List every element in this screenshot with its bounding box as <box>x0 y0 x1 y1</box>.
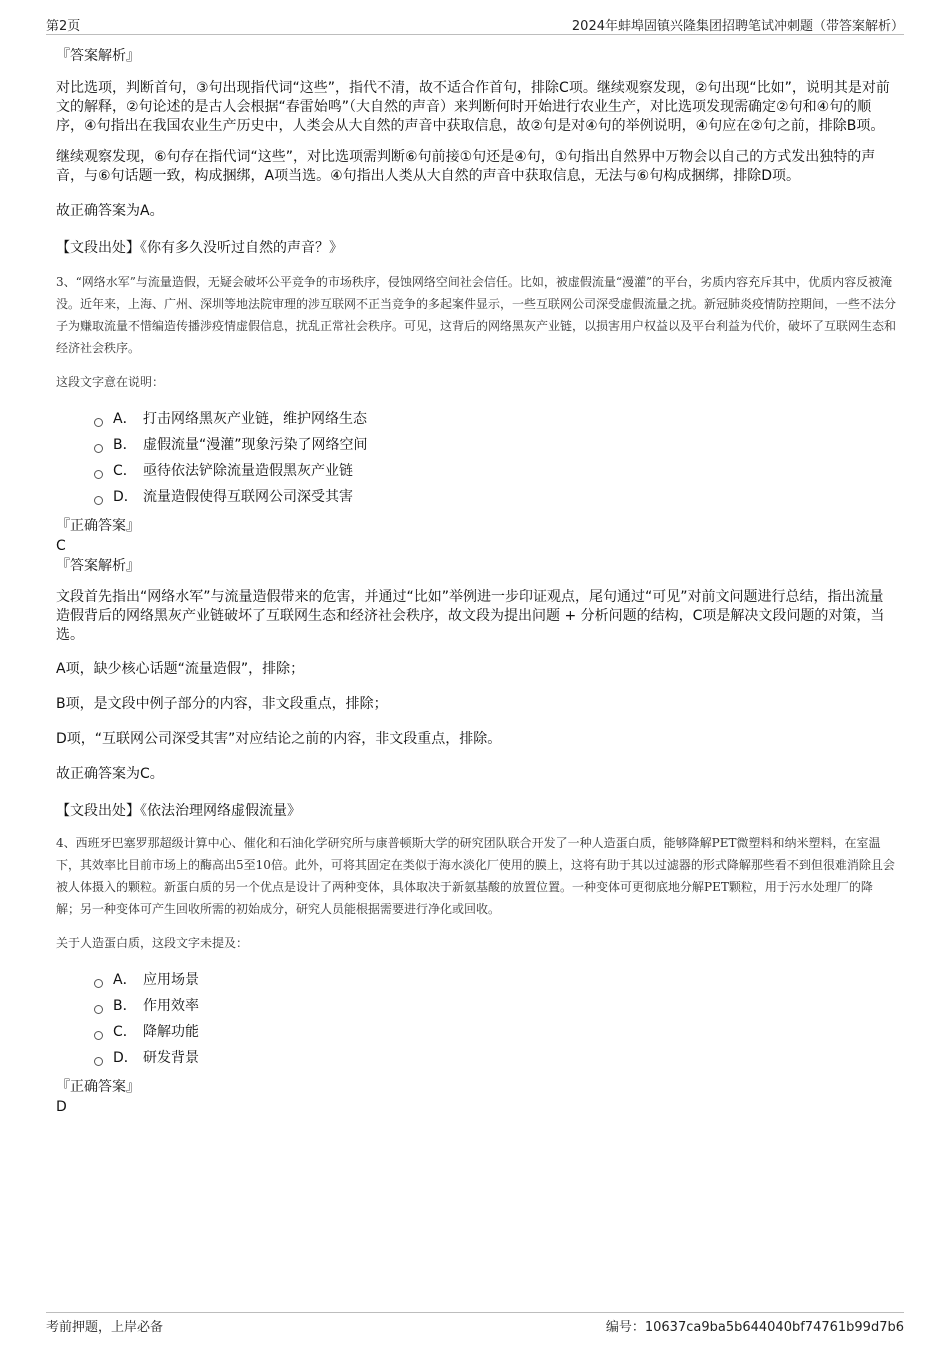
document-code: 编号：10637ca9ba5b644040bf74761b99d7b6 <box>605 1320 904 1335</box>
analysis-paragraph: A项，缺少核心话题“流量造假”，排除； <box>56 661 305 677</box>
passage-source: 【文段出处】《依法治理网络虚假流量》 <box>56 803 301 819</box>
analysis-paragraph: 对比选项，判断首句，③句出现指代词“这些”，指代不清，故不适合作首句，排除C项。继续观察发现，②句出现“比如”，说明其是对前文的解释，②句论述的是古人会根据“春雷始鸣”（大自然的声音）来判断何时开始进行农业生产，对比选项发现需确定②句和④句的顺序，④句指出在我国农业生产历史中，人类会从大自然的声音中获取信息，故②句是对④句的举例说明，④句应在②句之前，排除B项。 <box>56 80 890 134</box>
option-d[interactable]: D． 研发背景 <box>94 1045 896 1071</box>
analysis-paragraph: B项，是文段中例子部分的内容，非文段重点，排除； <box>56 696 388 712</box>
radio-button[interactable] <box>94 444 103 453</box>
analysis-paragraph: 文段首先指出“网络水军”与流量造假带来的危害，并通过“比如”举例进一步印证观点，尾句通过“可见”对前文问题进行总结，指出流量造假背后的网络黑灰产业链破坏了互联网生态和经济社会秩序，故文段为提出问题 + 分析问题的结构，C项是解决文段问题的对策，当选。 <box>56 589 885 643</box>
page-footer <box>46 1312 904 1337</box>
option-c[interactable]: C． 亟待依法铲除流量造假黑灰产业链 <box>94 458 896 484</box>
answer-conclusion: 故正确答案为C。 <box>56 766 164 782</box>
analysis-paragraph: 继续观察发现，⑥句存在指代词“这些”，对比选项需判断⑥句前接①句还是④句，①句指出自然界中万物会以自己的方式发出独特的声音，与⑥句话题一致，构成捆绑，A项当选。④句指出人类从大自然的声音中获取信息，无法与⑥句构成捆绑，排除D项。 <box>56 149 876 184</box>
analysis-paragraph: D项，“互联网公司深受其害”对应结论之前的内容，非文段重点，排除。 <box>56 731 502 747</box>
option-a[interactable]: A． 应用场景 <box>94 967 896 993</box>
page-number: 第2页 <box>46 19 81 34</box>
passage-source: 【文段出处】《你有多久没听过自然的声音？》 <box>56 240 343 256</box>
answer-conclusion: 故正确答案为A。 <box>56 203 164 219</box>
radio-button[interactable] <box>94 496 103 505</box>
option-list <box>56 406 896 510</box>
correct-answer-label: 『正确答案』 <box>56 1079 140 1095</box>
page-header <box>46 12 904 35</box>
option-a[interactable]: A． 打击网络黑灰产业链，维护网络生态 <box>94 406 896 432</box>
correct-answer: D <box>56 1099 67 1115</box>
option-c[interactable]: C． 降解功能 <box>94 1019 896 1045</box>
question-prompt: 这段文字意在说明： <box>56 375 165 389</box>
radio-button[interactable] <box>94 1031 103 1040</box>
correct-answer-label: 『正确答案』 <box>56 518 140 534</box>
option-b[interactable]: B． 作用效率 <box>94 993 896 1019</box>
radio-button[interactable] <box>94 1057 103 1066</box>
question-stem: 3、“网络水军”与流量造假，无疑会破坏公平竞争的市场秩序，侵蚀网络空间社会信任。比如，被虚假流量“漫灌”的平台，劣质内容充斥其中，优质内容反被淹没。近年来，上海、广州、深圳等地法院审理的涉互联网不正当竞争的多起案件显示，一些互联网公司深受虚假流量之扰。新冠肺炎疫情防控期间，一些不法分子为赚取流量不惜编造传播涉疫情虚假信息，扰乱正常社会秩序。可见，这背后的网络黑灰产业链，以损害用户权益以及平台利益为代价，破坏了互联网生态和经济社会秩序。 <box>56 275 897 355</box>
radio-button[interactable] <box>94 418 103 427</box>
option-b[interactable]: B． 虚假流量“漫灌”现象污染了网络空间 <box>94 432 896 458</box>
analysis-label: 『答案解析』 <box>56 558 140 574</box>
option-d[interactable]: D． 流量造假使得互联网公司深受其害 <box>94 484 896 510</box>
question-prompt: 关于人造蛋白质，这段文字未提及： <box>56 936 249 950</box>
footer-note: 考前押题，上岸必备 <box>46 1320 164 1335</box>
radio-button[interactable] <box>94 979 103 988</box>
document-title: 2024年蚌埠固镇兴隆集团招聘笔试冲刺题（带答案解析） <box>571 19 904 34</box>
main-content <box>56 46 896 1117</box>
radio-button[interactable] <box>94 470 103 479</box>
question-stem: 4、西班牙巴塞罗那超级计算中心、催化和石油化学研究所与康普顿斯大学的研究团队联合开发了一种人造蛋白质，能够降解PET微塑料和纳米塑料，在室温下，其效率比目前市场上的酶高出5至10倍。此外，可将其固定在类似于海水淡化厂使用的膜上，这将有助于其以过滤器的形式降解那些看不到但很难消除且会被人体摄入的颗粒。新蛋白质的另一个优点是设计了两种变体，具体取决于新氨基酸的放置位置。一种变体可更彻底地分解PET颗粒，用于污水处理厂的降解；另一种变体可产生回收所需的初始成分，研究人员能根据需要进行净化或回收。 <box>56 836 895 916</box>
option-list <box>56 967 896 1071</box>
analysis-label: 『答案解析』 <box>56 48 140 64</box>
radio-button[interactable] <box>94 1005 103 1014</box>
correct-answer: C <box>56 538 66 554</box>
